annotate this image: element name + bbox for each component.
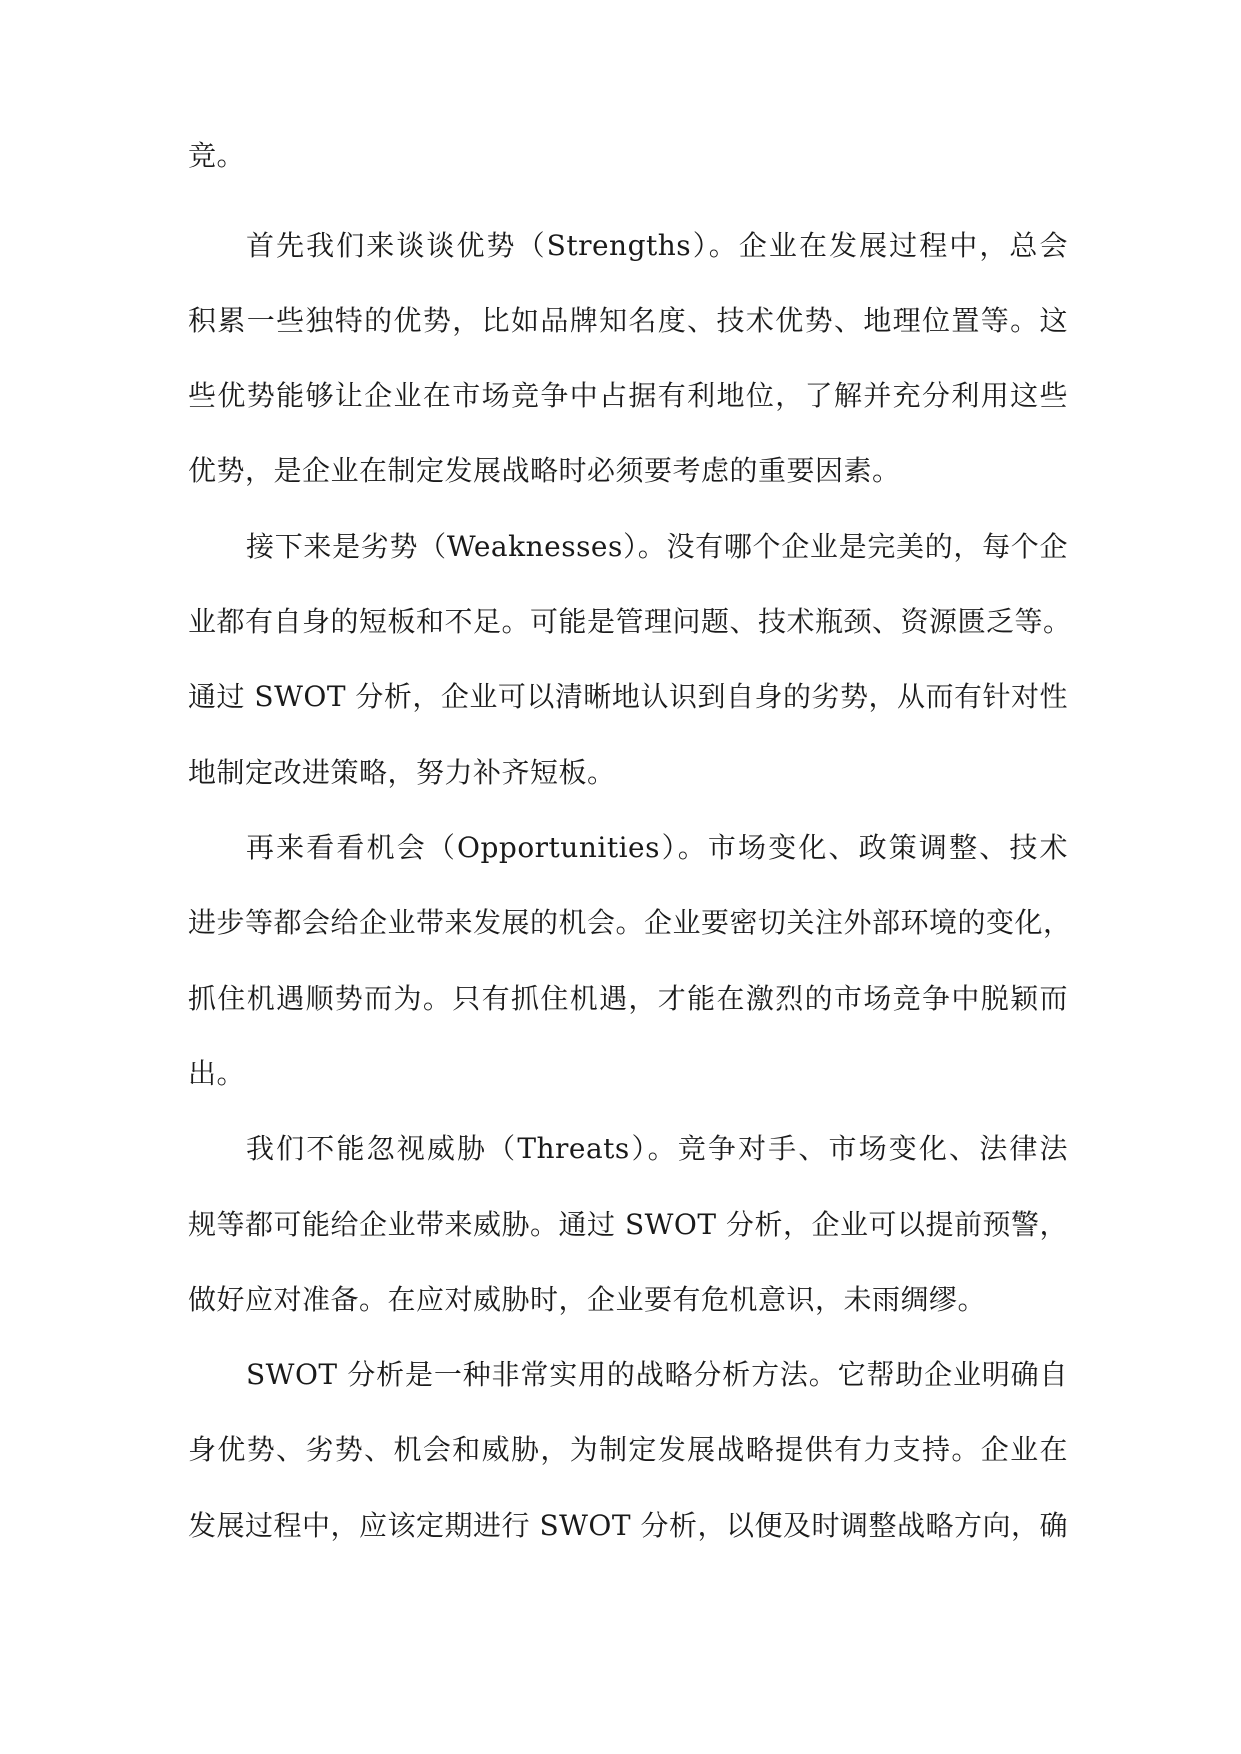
text-line: 优势，是企业在制定发展战略时必须要考虑的重要因素。 <box>188 454 901 487</box>
text-line: 首先我们来谈谈优势（Strengths）。企业在发展过程中，总会 <box>246 229 1068 262</box>
text-line: 做好应对准备。在应对威胁时，企业要有危机意识，未雨绸缪。 <box>188 1283 987 1316</box>
text-line: 我们不能忽视威胁（Threats）。竞争对手、市场变化、法律法 <box>246 1132 1068 1165</box>
text-line: 接下来是劣势（Weaknesses）。没有哪个企业是完美的，每个企 <box>246 530 1068 563</box>
text-line: 抓住机遇顺势而为。只有抓住机遇，才能在激烈的市场竞争中脱颖而 <box>188 982 1068 1015</box>
text-line: 进步等都会给企业带来发展的机会。企业要密切关注外部环境的变化， <box>188 906 1072 939</box>
text-line: 业都有自身的短板和不足。可能是管理问题、技术瓶颈、资源匮乏等。 <box>188 605 1072 638</box>
text-line: 竞。 <box>188 139 246 172</box>
text-line: 再来看看机会（Opportunities）。市场变化、政策调整、技术 <box>246 831 1068 864</box>
text-line: 规等都可能给企业带来威胁。通过 SWOT 分析，企业可以提前预警， <box>188 1208 1068 1241</box>
text-line: 些优势能够让企业在市场竞争中占据有利地位，了解并充分利用这些 <box>188 379 1068 412</box>
text-line: 出。 <box>188 1057 246 1090</box>
text-line: 地制定改进策略，努力补齐短板。 <box>188 756 616 789</box>
text-line: SWOT 分析是一种非常实用的战略分析方法。它帮助企业明确自 <box>246 1358 1068 1391</box>
text-line: 发展过程中，应该定期进行 SWOT 分析，以便及时调整战略方向，确 <box>188 1509 1068 1542</box>
text-line: 身优势、劣势、机会和威胁，为制定发展战略提供有力支持。企业在 <box>188 1433 1068 1466</box>
text-line: 积累一些独特的优势，比如品牌知名度、技术优势、地理位置等。这 <box>188 304 1068 337</box>
text-line: 通过 SWOT 分析，企业可以清晰地认识到自身的劣势，从而有针对性 <box>188 680 1068 713</box>
